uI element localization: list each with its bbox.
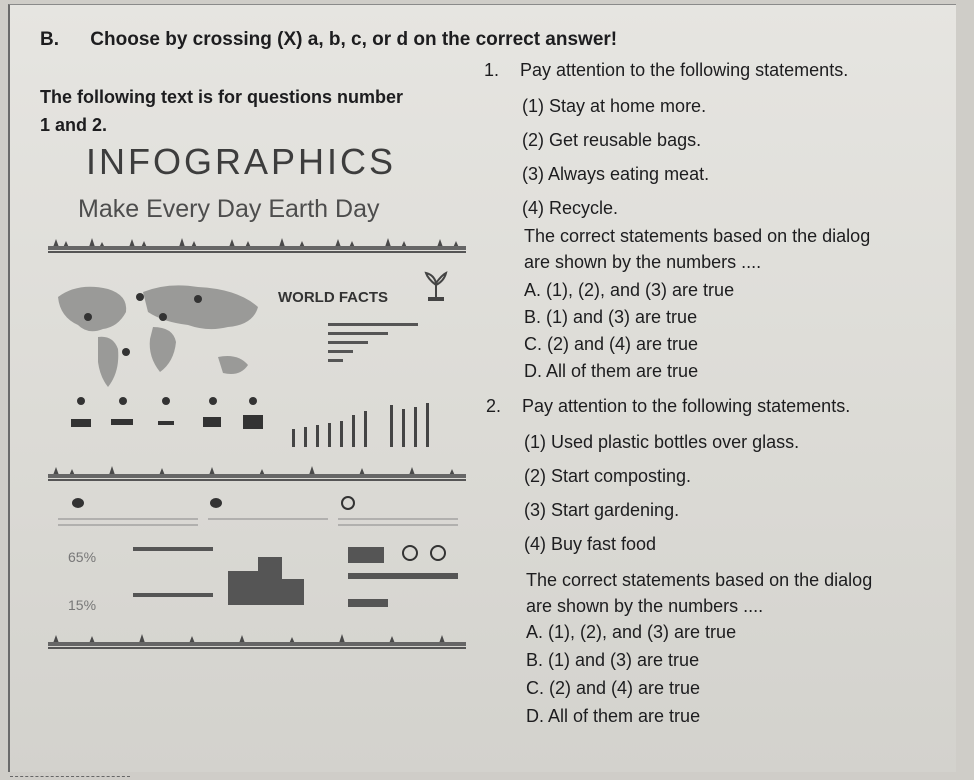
question-1-option-b[interactable]: B. (1) and (3) are true [524, 307, 698, 327]
treeline-divider-2 [48, 463, 466, 481]
section-header [40, 29, 617, 51]
treeline-divider [48, 235, 466, 253]
question-1-option-c[interactable]: C. (2) and (4) are true [524, 334, 699, 354]
infographic-subtitle: Make Every Day Earth Day [78, 195, 380, 223]
question-2-option-b[interactable]: B. (1) and (3) are true [526, 650, 700, 670]
question-2-statement-1: (1) Used plastic bottles over glass. [524, 432, 800, 452]
tree-icons [48, 631, 466, 647]
question-1-prompt-text: Pay attention to the following statements. [520, 60, 849, 80]
question-2-statement-4: (4) Buy fast food [524, 534, 657, 554]
stat-percent-a: 65% [68, 549, 97, 565]
question-2-option-a[interactable]: A. (1), (2), and (3) are true [526, 622, 737, 642]
intro-text [40, 83, 470, 139]
question-2-option-d[interactable]: D. All of them are true [526, 706, 701, 726]
world-facts-bars [278, 317, 438, 368]
question-1-option-a[interactable]: A. (1), (2), and (3) are true [524, 280, 735, 300]
tree-icons [48, 235, 466, 251]
stat-percent-b: 15% [68, 597, 97, 613]
question-1-statement-3: (3) Always eating meat. [522, 164, 710, 184]
question-1-prompt [484, 57, 848, 84]
world-map-graphic [48, 277, 268, 397]
intro-line-1: The following text is for questions number [40, 87, 404, 107]
intro-line-2: 1 and 2. [40, 115, 108, 135]
question-1-statement-1: (1) Stay at home more. [522, 96, 707, 116]
infographic [48, 137, 468, 657]
question-1-number: 1. [484, 60, 500, 80]
question-2-statement-2: (2) Start composting. [524, 466, 692, 486]
section-instruction: Choose by crossing (X) a, b, c, or d on the correct answer! [90, 29, 618, 50]
treeline-divider-3 [48, 631, 466, 649]
question-1-statement-4: (4) Recycle. [522, 198, 619, 218]
world-facts-label: WORLD FACTS [278, 289, 388, 306]
bar-tick-graphic [290, 399, 450, 449]
page-edge-line [10, 776, 130, 777]
infographic-title: INFOGRAPHICS [86, 141, 397, 182]
question-2-number: 2. [486, 396, 502, 416]
question-2-text-line-1: The correct statements based on the dialog [526, 570, 873, 590]
question-1-option-d[interactable]: D. All of them are true [524, 361, 699, 381]
bottom-facts-graphic [48, 491, 466, 621]
sprout-icon [424, 271, 448, 301]
question-1-statement-2: (2) Get reusable bags. [522, 130, 702, 150]
fact-icons-row [63, 395, 283, 445]
question-2-text-line-2: are shown by the numbers .... [526, 596, 764, 616]
question-1-text-line-1: The correct statements based on the dialog [524, 226, 871, 246]
question-2-option-c[interactable]: C. (2) and (4) are true [526, 678, 701, 698]
worksheet-page [8, 4, 956, 772]
tree-icons [48, 463, 466, 479]
question-2-prompt-text: Pay attention to the following statements. [522, 396, 851, 416]
question-2-statement-3: (3) Start gardening. [524, 500, 680, 520]
question-2-prompt [486, 393, 850, 420]
section-letter: B. [40, 29, 59, 50]
question-1-text-line-2: are shown by the numbers .... [524, 252, 762, 272]
